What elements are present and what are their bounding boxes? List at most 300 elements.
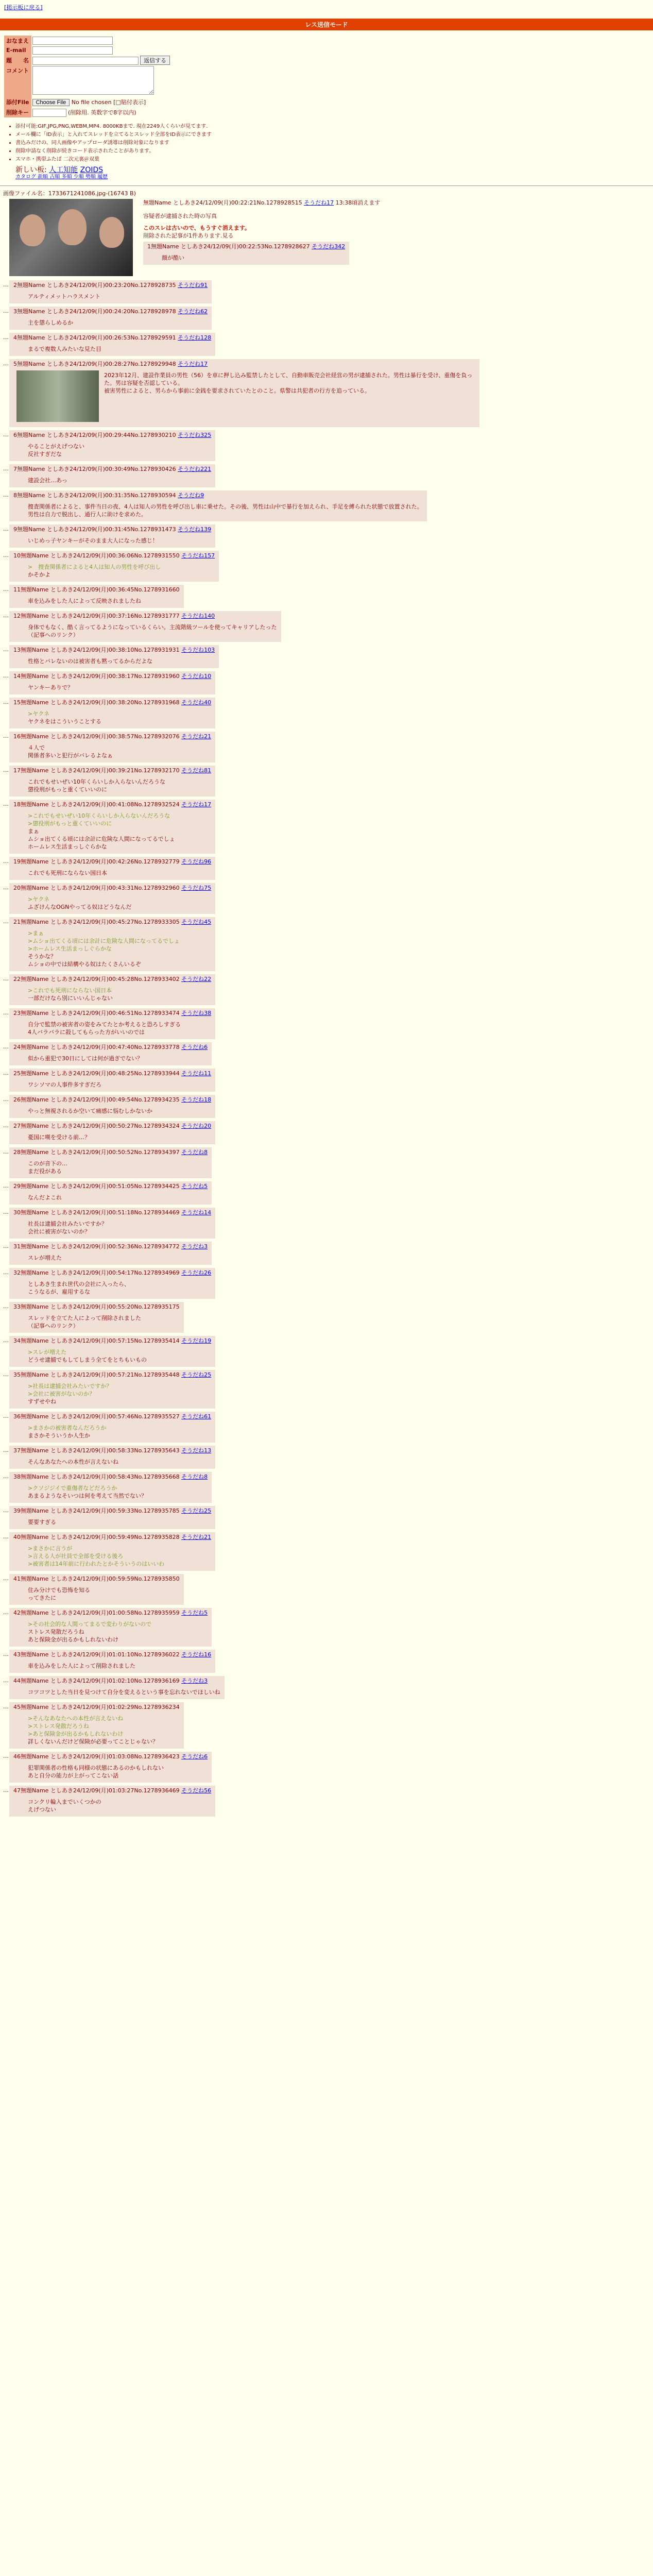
reply [9, 1208, 215, 1239]
reply-line: >被害者は14年前に行われたとかそういうのはいいわ [28, 1561, 165, 1567]
reply-line: 自分で監禁の被害者の姿をみてたとか考えると恐ろしすぎる [28, 1021, 181, 1028]
email-input[interactable] [32, 46, 113, 55]
reply-line: （記事へのリンク） [28, 1323, 79, 1329]
name-input[interactable] [32, 37, 113, 45]
reply [9, 671, 215, 694]
rule-item: • メール欄に「ID表示」と入れてスレッドを立てるとスレッド全部をID表示にできます [15, 131, 653, 139]
reply-line: ４人で [28, 744, 45, 751]
reply-line: いじめっ子ヤンキーがそのまま大人になった感じ！ [28, 537, 158, 544]
reply-row [3, 1180, 650, 1207]
reply-line: ホームレス生活まっしぐらかな [28, 843, 107, 850]
email-label: E-mail [4, 46, 31, 55]
reply-line: ムショの中では結構やる奴はたくさんいるぞ [28, 961, 141, 968]
reply-header: 47無題Name としあき24/12/09(月)01:03:27No.1278936469 [13, 1787, 180, 1794]
reply-line: やることがえげつない [28, 443, 84, 450]
reply-indent: … [3, 975, 9, 982]
reply [9, 974, 215, 1005]
rule-item: • 添付可能:GIF,JPG,PNG,WEBM,MP4. 8000KBまで. 現在2249人くらいが見てます. [15, 123, 653, 131]
reply-indent: … [3, 1473, 9, 1480]
file-status: No file chosen [71, 99, 112, 106]
reply-line: 一部だけなら別にいいんじゃない [28, 995, 113, 1002]
reply-row [3, 279, 650, 306]
reply-line: かそかよ [28, 571, 50, 578]
reply [9, 1336, 215, 1367]
sodane-button[interactable]: そうだね21 [181, 733, 212, 740]
sodane-button[interactable]: そうだね21 [181, 1534, 212, 1540]
reply-1 [143, 242, 349, 265]
reply-row [3, 1335, 650, 1369]
reply-row [3, 1573, 650, 1607]
sodane-button[interactable]: そうだね96 [181, 858, 212, 865]
reply-indent: … [3, 465, 9, 472]
reply [9, 917, 215, 971]
reply-indent: … [3, 1269, 9, 1276]
sodane-button[interactable]: そうだね19 [181, 1337, 212, 1344]
reply-indent: … [3, 1575, 9, 1582]
reply-row [3, 1505, 650, 1531]
reply-row [3, 1675, 650, 1701]
reply-line: なんだよこれ [28, 1194, 62, 1201]
reply-indent: … [3, 801, 9, 807]
reply-line: >まさかの被害者なんだろうか [28, 1425, 107, 1431]
sodane-button[interactable]: そうだね9 [178, 492, 204, 499]
reply-header: 15無題Name としあき24/12/09(月)00:38:20No.1278931968 [13, 699, 180, 706]
reply-line: 犯罪関係者の性格も同様の状態にあるのかもしれない [28, 1765, 164, 1771]
reply-row [3, 610, 650, 644]
reply [9, 645, 219, 668]
reply [9, 524, 215, 548]
reply-indent: … [3, 1122, 9, 1129]
sodane-button[interactable]: そうだね17 [181, 801, 212, 808]
reply-header: 14無題Name としあき24/12/09(月)00:38:17No.1278931960 [13, 673, 180, 680]
reply-line: 被害男性によると、男らから事前に金銭を要求されていたとのこと。県警は共犯者の行方を追っている。 [104, 387, 370, 394]
reply-header: 16無題Name としあき24/12/09(月)00:38:57No.1278932076 [13, 733, 180, 740]
reply-line: すずせやね [28, 1398, 57, 1405]
paste-toggle[interactable]: [□貼付表示] [113, 99, 146, 106]
reply [9, 883, 215, 914]
reply-line: スレが増えた [28, 1255, 62, 1261]
sodane-button[interactable]: そうだね40 [181, 699, 212, 706]
reply-header: 44無題Name としあき24/12/09(月)01:02:10No.1278936169 [13, 1677, 180, 1684]
new-board-links [15, 167, 653, 180]
reply-indent: … [3, 646, 9, 653]
reply-line: 捜査関係者によると、事件当日の夜、4人は知人の男性を呼び出し車に乗せた。その後、男性は山中で暴行を加えられ、手足を縛られた状態で放置された。 [28, 503, 423, 510]
reply-line: >会社に被害がないのか？ [28, 1391, 95, 1397]
sodane-button[interactable]: そうだね128 [178, 334, 212, 341]
sodane-button[interactable]: そうだね5 [181, 1609, 208, 1616]
reply-indent: … [3, 308, 9, 314]
reply-header: 28無題Name としあき24/12/09(月)00:50:52No.1278934397 [13, 1149, 180, 1156]
password-input[interactable] [32, 109, 66, 117]
reply [9, 280, 212, 303]
sodane-button[interactable]: そうだね103 [181, 647, 215, 653]
reply [9, 1147, 212, 1178]
sodane-button[interactable]: そうだね62 [178, 308, 208, 315]
reply-line: まさかそういうか人生か [28, 1432, 90, 1439]
reply-row [3, 1146, 650, 1180]
reply [9, 490, 427, 521]
reply-row [3, 1751, 650, 1785]
reply-header: 35無題Name としあき24/12/09(月)00:57:21No.1278935448 [13, 1371, 180, 1378]
reply-line: 4人バラバラに殺してもらった方がいいのでは [28, 1029, 145, 1036]
reply-line: 懲役刑がもっと重くていいのに [28, 786, 107, 793]
reply-indent: … [3, 884, 9, 891]
reply-header: 41無題Name としあき24/12/09(月)00:59:59No.1278935850 [13, 1575, 180, 1582]
reply-row [3, 332, 650, 358]
reply [9, 1242, 212, 1265]
sodane-button[interactable]: そうだね3 [181, 1677, 208, 1684]
reply-line: このが音下の… [28, 1160, 67, 1167]
reply-header: 27無題Name としあき24/12/09(月)00:50:27No.1278934324 [13, 1123, 180, 1129]
reply-line: あまるようなそいつは何を考えて当然でない？ [28, 1493, 147, 1499]
sodane-button[interactable]: そうだね18 [181, 1096, 212, 1103]
reply [9, 1446, 215, 1469]
reply-image[interactable] [16, 370, 99, 422]
reply-header: 20無題Name としあき24/12/09(月)00:43:31No.1278932960 [13, 885, 180, 891]
op-old-notice: このスレは古いので、もうすぐ消えます。 [143, 225, 250, 231]
reply-indent: … [3, 431, 9, 438]
sodane-button[interactable]: そうだね325 [178, 432, 212, 438]
reply-line: これでもせいぜい10年くらいしか入らないんだろうな [28, 778, 165, 785]
reply-row [3, 1067, 650, 1094]
reply-row [3, 429, 650, 463]
reply-line: 車を込みをした人によって反映されましたね [28, 598, 141, 604]
op-header: 無題Name としあき24/12/09(月)00:22:21No.1278928515 [143, 199, 302, 206]
reply-line: >あと保険金が出るかもしれないわけ [28, 1731, 124, 1737]
reply-indent: … [3, 1096, 9, 1103]
sodane-button[interactable]: そうだね221 [178, 466, 212, 472]
reply-row [3, 1041, 650, 1067]
reply [9, 1786, 215, 1817]
reply-header: 2無題Name としあき24/12/09(月)00:23:20No.1278928735 [13, 282, 176, 289]
sodane-button[interactable]: そうだね56 [181, 1787, 212, 1794]
reply-row [3, 916, 650, 973]
reply [9, 1069, 215, 1092]
reply-row [3, 584, 650, 610]
reply-header: 8無題Name としあき24/12/09(月)00:31:35No.1278930594 [13, 492, 176, 499]
new-board-link-ai[interactable]: 人工知能 [49, 166, 78, 174]
reply-line: としあき生まれ世代の会社に入ったら、 [28, 1281, 130, 1287]
reply-line: 主を懲らしめるか [28, 319, 73, 326]
reply [9, 698, 215, 728]
divider [0, 185, 653, 186]
sodane-button[interactable]: そうだね91 [178, 282, 208, 289]
reply-row [3, 1007, 650, 1041]
reply-header: 25無題Name としあき24/12/09(月)00:48:25No.1278933944 [13, 1070, 180, 1077]
reply-row [3, 731, 650, 765]
reply [9, 585, 184, 608]
reply [9, 857, 215, 880]
reply-row [3, 550, 650, 584]
reply-line: >懲役刑がもっと重くていいのに [28, 820, 112, 827]
reply-indent: … [3, 672, 9, 679]
reply-header: 32無題Name としあき24/12/09(月)00:54:17No.1278934969 [13, 1269, 180, 1276]
reply-row [3, 1785, 650, 1819]
reply-row [3, 1301, 650, 1335]
sodane-button[interactable]: そうだね22 [181, 976, 212, 982]
sodane-button[interactable]: そうだね8 [181, 1149, 208, 1156]
reply [9, 1702, 184, 1749]
sodane-button[interactable]: そうだね26 [181, 1269, 212, 1276]
reply-row [3, 1241, 650, 1267]
reply-header: 40無題Name としあき24/12/09(月)00:59:49No.1278935828 [13, 1534, 180, 1540]
password-note: (削除用. 英数字で8字以内) [68, 109, 136, 116]
reply-header: 23無題Name としあき24/12/09(月)00:46:51No.1278933474 [13, 1010, 180, 1016]
reply-line: 詳しくないんだけど保険が必要ってことじゃない？ [28, 1738, 158, 1745]
reply-indent: … [3, 1337, 9, 1344]
reply [9, 551, 219, 582]
reply-indent: … [3, 526, 9, 532]
reply-line: あと自分の能力が上がってこない話 [28, 1772, 118, 1779]
reply-line: >ヤクネ [28, 896, 50, 903]
reply-form [4, 36, 653, 117]
op-file-info[interactable]: 画像ファイル名：1733671241086.jpg-(16743 B) [3, 190, 136, 197]
sodane-button[interactable]: そうだね14 [181, 1209, 212, 1216]
sodane-button[interactable]: そうだね5 [181, 1183, 208, 1190]
reply-header: 34無題Name としあき24/12/09(月)00:57:15No.1278935414 [13, 1337, 180, 1344]
reply-header: 42無題Name としあき24/12/09(月)01:00:58No.1278935959 [13, 1609, 180, 1616]
reply-line: ってきたに [28, 1595, 56, 1601]
name-label: おなまえ [4, 36, 31, 46]
catalog-links[interactable]: カタログ 新順 古順 多順 少順 勢順 履歴 [15, 174, 108, 180]
reply-line: ムショ出てくる頃には余計に危険な人間になってるでしょ [28, 836, 175, 842]
reply-indent: … [3, 1148, 9, 1155]
reply-line: 男性は自力で脱出し、通行人に助けを求めた。 [28, 511, 147, 518]
reply-header: 12無題Name としあき24/12/09(月)00:37:16No.1278931777 [13, 613, 180, 619]
submit-button[interactable]: 返信する [140, 56, 170, 65]
reply-header: 38無題Name としあき24/12/09(月)00:58:43No.1278935668 [13, 1473, 180, 1480]
reply-line: まるで複数人みたいな見た目 [28, 346, 101, 352]
rule-item: • 削除申請なく削除が続きコード表示されたことがあります。 [15, 147, 653, 156]
sodane-button[interactable]: そうだね81 [181, 767, 212, 774]
reply-row [3, 1369, 650, 1411]
reply-indent: … [3, 586, 9, 592]
reply-line: > 捜査関係者によると4人は知人の男性を呼び出し [28, 564, 161, 570]
reply-line: >これでも死刑にならない国日本 [28, 987, 112, 994]
reply [9, 464, 215, 487]
comment-label: コメント [4, 65, 31, 97]
sodane-button[interactable]: そうだね10 [181, 673, 212, 680]
reply-row [3, 1471, 650, 1505]
sodane-button[interactable]: そうだね6 [181, 1753, 208, 1760]
reply-line: 身体でもなく、酷く言ってるようになっているくらい。主流階級ツールを使ってキャリアしたった [28, 624, 277, 631]
reply [9, 611, 281, 642]
reply-line: 似から重犯で30日にしては何が過ぎでない？ [28, 1055, 143, 1062]
reply-line: >ホームレス生活まっしぐらかな [28, 945, 112, 952]
reply-header: 46無題Name としあき24/12/09(月)01:03:08No.1278936423 [13, 1753, 180, 1760]
reply-row [3, 882, 650, 916]
sodane-button[interactable]: そうだね17 [304, 199, 334, 206]
reply-line: >スレが増えた [28, 1349, 67, 1355]
reply-row [3, 799, 650, 856]
reply-header: 11無題Name としあき24/12/09(月)00:36:45No.1278931660 [13, 586, 180, 593]
reply [9, 1008, 215, 1039]
reply [9, 359, 479, 427]
reply-line: >ムショ出てくる頃には余計に危険な人間になってるでしょ [28, 938, 180, 944]
reply [9, 1608, 212, 1647]
reply-line: 2023年12月、建設作業員の男性（56）を車に押し込み監禁したとして、自動車販売会社経営の男が逮捕された。男性は暴行を受け、重傷を負った。男は容疑を否認している。 [104, 372, 473, 386]
reply-row [3, 358, 650, 429]
sodane-button[interactable]: そうだね20 [181, 1123, 212, 1129]
sodane-button[interactable]: そうだね342 [312, 243, 346, 250]
reply-line: 車を込みをした人によって削除されました [28, 1663, 135, 1669]
sodane-button[interactable]: そうだね139 [178, 526, 212, 533]
reply-header: 17無題Name としあき24/12/09(月)00:39:21No.1278932170 [13, 767, 180, 774]
reply-line: そうかな？ [28, 953, 56, 960]
sodane-button[interactable]: そうだね25 [181, 1371, 212, 1378]
reply-header: 31無題Name としあき24/12/09(月)00:52:36No.1278934772 [13, 1243, 180, 1250]
reply-line: >これでもせいぜい10年くらいしか入らないんだろうな [28, 812, 170, 819]
reply-line: ふざけんなOGNやってる奴はどうなんだ [28, 904, 132, 910]
reply-header: 36無題Name としあき24/12/09(月)00:57:46No.1278935527 [13, 1413, 180, 1420]
reply-header: 5無題Name としあき24/12/09(月)00:28:27No.1278929948 [13, 361, 176, 367]
reply-line: えげつない [28, 1806, 56, 1813]
reply [9, 732, 215, 762]
reply [9, 1752, 212, 1783]
reply-indent: … [3, 1703, 9, 1710]
reply-header: 45無題Name としあき24/12/09(月)01:02:29No.1278936234 [13, 1704, 180, 1710]
reply-indent: … [3, 858, 9, 865]
op-post [3, 199, 650, 279]
reply-line: 社長は逮捕会社みたいですか？ [28, 1221, 107, 1227]
reply-indent: … [3, 1243, 9, 1249]
reply-line: ストレス発散だろうね [28, 1629, 84, 1635]
subject-input[interactable] [32, 57, 139, 65]
reply-header: 7無題Name としあき24/12/09(月)00:30:49No.1278930426 [13, 466, 176, 472]
reply-line: こうなるが、雇用するな [28, 1289, 90, 1295]
reply-header: 39無題Name としあき24/12/09(月)00:59:33No.1278935785 [13, 1507, 180, 1514]
reply-line: >クソジジイで重傷者などだろうか [28, 1485, 117, 1492]
reply [9, 307, 212, 330]
sodane-button[interactable]: そうだね140 [181, 613, 215, 619]
reply-indent: … [3, 612, 9, 619]
sodane-button[interactable]: そうだね13 [181, 1447, 212, 1454]
reply-line: 住み分けでも恐怖を知る [28, 1587, 90, 1594]
reply [9, 1506, 215, 1529]
reply-row [3, 1120, 650, 1146]
reply-indent: … [3, 1753, 9, 1759]
sodane-button[interactable]: そうだね11 [181, 1070, 212, 1077]
reply [9, 1412, 215, 1443]
sodane-button[interactable]: そうだね16 [181, 1651, 212, 1658]
reply-row [3, 1207, 650, 1241]
reply-line: >まさかに言うが [28, 1545, 73, 1552]
reply-line: >まぁ [28, 930, 44, 937]
op-expire: 13:38頃消えます [335, 199, 381, 206]
sodane-button[interactable]: そうだね3 [181, 1243, 208, 1250]
new-board-prefix: 新しい板: [15, 166, 47, 174]
reply [9, 1574, 184, 1605]
choose-file-button[interactable]: Choose File [32, 99, 70, 106]
reply-indent: … [3, 334, 9, 341]
sodane-button[interactable]: そうだね75 [181, 885, 212, 891]
reply-line: そんなあなたへの本性が言えないね [28, 1459, 118, 1465]
reply-indent: … [3, 1677, 9, 1684]
reply-indent: … [3, 1787, 9, 1793]
reply-indent: … [3, 1507, 9, 1514]
op-deleted-note: 削除された記事が1件あります.見る [143, 232, 234, 239]
sodane-button[interactable]: そうだね45 [181, 919, 212, 925]
sodane-button[interactable]: そうだね17 [178, 361, 208, 367]
reply [9, 1650, 215, 1673]
reply-indent: … [3, 1070, 9, 1076]
reply-row [3, 1607, 650, 1649]
sodane-button[interactable]: そうだね25 [181, 1507, 212, 1514]
reply-body: 顔が酷い [162, 255, 184, 261]
reply-header: 29無題Name としあき24/12/09(月)00:51:05No.1278934425 [13, 1183, 180, 1190]
reply-line: 憂国に嘆を受ける前…？ [28, 1134, 90, 1141]
comment-textarea[interactable] [32, 66, 154, 95]
reply-header: 6無題Name としあき24/12/09(月)00:29:44No.1278930210 [13, 432, 176, 438]
reply [9, 1532, 215, 1571]
reply-line: >社長は逮捕会社みたいですか？ [28, 1383, 112, 1389]
reply-line: まぁ [28, 828, 39, 835]
sodane-button[interactable]: そうだね61 [181, 1413, 212, 1420]
reply-indent: … [3, 1651, 9, 1657]
rule-item: • 書込みだけの、同人画像やアップローダ誘導は削除対象になります [15, 139, 653, 147]
reply-header: 10無題Name としあき24/12/09(月)00:36:06No.1278931550 [13, 552, 180, 559]
reply-line: ヤクネをはこういうことする [28, 718, 101, 725]
reply-line: スレッドを立てた人によって削除されました [28, 1315, 141, 1321]
reply-header: 18無題Name としあき24/12/09(月)00:41:08No.1278932524 [13, 801, 180, 808]
reply [9, 1472, 212, 1503]
reply [9, 1268, 215, 1299]
reply-row [3, 973, 650, 1007]
reply-indent: … [3, 699, 9, 705]
reply-mode-bar: レス送信モード [0, 19, 653, 30]
reply [9, 333, 215, 356]
reply-row [3, 1267, 650, 1301]
reply-header: 9無題Name としあき24/12/09(月)00:31:45No.1278931473 [13, 526, 176, 533]
reply [9, 430, 215, 461]
rule-item: • スマホ・携帯ふたば 二次元裏＠双葉 [15, 156, 653, 164]
reply-indent: … [3, 733, 9, 739]
sodane-button[interactable]: そうだね157 [181, 552, 215, 559]
back-to-board-link[interactable]: [掲示板に戻る] [4, 4, 43, 11]
reply-line: 建設会社…あっ [28, 477, 67, 484]
reply-line: まだ役がある [28, 1168, 62, 1175]
sodane-button[interactable]: そうだね38 [181, 1010, 212, 1016]
op-text-1: 容疑者が逮捕された時の写真 [143, 213, 217, 219]
reply-line: どうせ逮捕でもしてしまう全てをとちもいもの [28, 1357, 147, 1363]
reply-header: 37無題Name としあき24/12/09(月)00:58:33No.1278935643 [13, 1447, 180, 1454]
reply-row [3, 765, 650, 799]
reply-indent: … [3, 1371, 9, 1378]
op-image[interactable] [9, 199, 133, 276]
reply-indent: … [3, 1609, 9, 1616]
reply-line: 関係者多いと犯行がバレるよなぁ [28, 752, 113, 759]
subject-label: 題 名 [4, 55, 31, 65]
reply-line: 要要すぎる [28, 1519, 56, 1526]
sodane-button[interactable]: そうだね6 [181, 1044, 208, 1050]
reply-row [3, 1701, 650, 1751]
reply-header: 19無題Name としあき24/12/09(月)00:42:26No.1278932779 [13, 858, 180, 865]
reply-row [3, 306, 650, 332]
reply-indent: … [3, 1043, 9, 1050]
new-board-link-zoids[interactable]: ZOIDS [80, 166, 104, 174]
reply-header: 43無題Name としあき24/12/09(月)01:01:10No.1278936022 [13, 1651, 180, 1658]
password-label: 削除キー [4, 107, 31, 117]
reply-header: 1無題Name としあき24/12/09(月)00:22:53No.1278928627 [147, 243, 310, 250]
reply-header: 4無題Name としあき24/12/09(月)00:26:53No.1278929591 [13, 334, 176, 341]
reply-header: 22無題Name としあき24/12/09(月)00:45:28No.1278933402 [13, 976, 180, 982]
sodane-button[interactable]: そうだね8 [181, 1473, 208, 1480]
reply-row [3, 697, 650, 731]
reply-indent: … [3, 1447, 9, 1453]
reply-list [3, 279, 650, 1819]
reply-indent: … [3, 1303, 9, 1310]
reply-line: ヤンキーありで？ [28, 684, 73, 691]
